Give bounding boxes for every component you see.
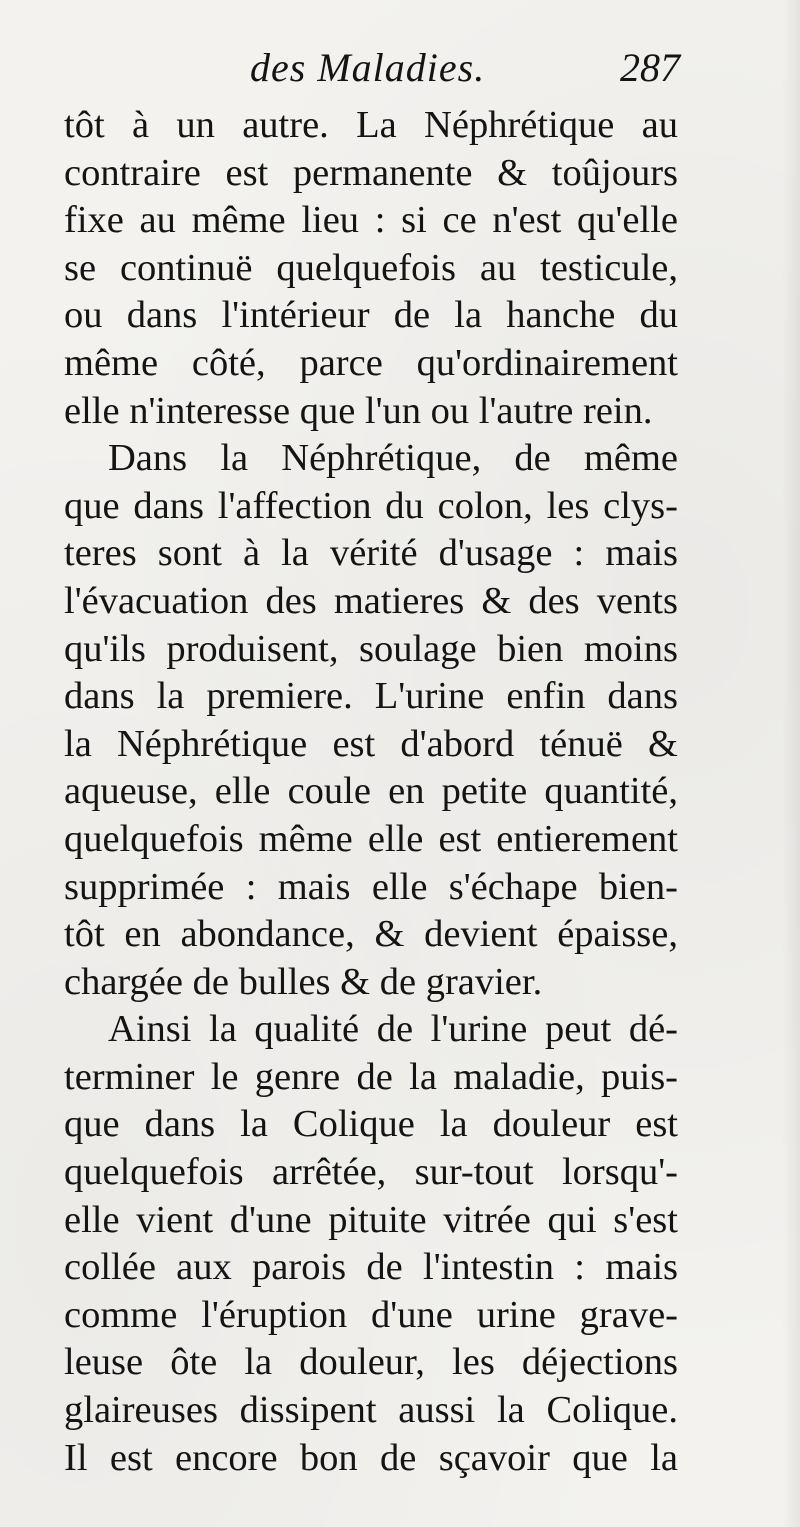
text-line: ou dans l'intérieur de la hanche du	[64, 294, 678, 337]
page-header	[60, 44, 680, 104]
page-edge-shadow	[782, 0, 800, 1527]
text-line: que dans l'affection du colon, les clys-	[64, 484, 678, 527]
text-line: tôt en abondance, & devient épaisse,	[64, 913, 678, 956]
text-line: glaireuses dissipent aussi la Colique.	[64, 1389, 678, 1432]
text-line: la Néphrétique est d'abord ténuë &	[64, 722, 678, 765]
text-line: quelquefois arrêtée, sur-tout lorsqu'-	[64, 1151, 678, 1194]
text-line: chargée de bulles & de gravier.	[64, 960, 543, 1003]
text-line: quelquefois même elle est entierement	[64, 817, 678, 860]
text-line: supprimée : mais elle s'échape bien-	[64, 865, 678, 908]
body-text	[64, 102, 678, 1482]
text-line: leuse ôte la douleur, les déjections	[64, 1341, 678, 1384]
running-title: des Maladies.	[250, 45, 486, 90]
page-number: 287	[620, 45, 680, 90]
text-line: qu'ils produisent, soulage bien moins	[64, 627, 678, 670]
text-line: teres sont à la vérité d'usage : mais	[64, 532, 678, 575]
text-line: que dans la Colique la douleur est	[64, 1103, 678, 1146]
text-line: se continuë quelquefois au testicule,	[64, 246, 678, 289]
text-line: collée aux parois de l'intestin : mais	[64, 1246, 678, 1289]
text-line: aqueuse, elle coule en petite quantité,	[64, 770, 678, 813]
text-line: comme l'éruption d'une urine grave-	[64, 1293, 678, 1336]
text-line: même côté, parce qu'ordinairement	[64, 341, 678, 384]
paragraph-start-line: Dans la Néphrétique, de même	[108, 437, 678, 480]
text-line: Il est encore bon de sçavoir que la	[64, 1436, 678, 1479]
text-line: dans la premiere. L'urine enfin dans	[64, 675, 678, 718]
text-line: tôt à un autre. La Néphrétique au	[64, 104, 678, 146]
text-line: fixe au même lieu : si ce n'est qu'elle	[64, 199, 678, 242]
text-line: l'évacuation des matieres & des vents	[64, 579, 678, 622]
paragraph-start-line: Ainsi la qualité de l'urine peut dé-	[108, 1008, 678, 1051]
text-line: terminer le genre de la maladie, puis-	[64, 1055, 678, 1098]
text-line: elle vient d'une pituite vitrée qui s'est	[64, 1198, 678, 1241]
text-line: elle n'interesse que l'un ou l'autre rein.	[64, 389, 653, 432]
text-line: contraire est permanente & toûjours	[64, 151, 678, 194]
